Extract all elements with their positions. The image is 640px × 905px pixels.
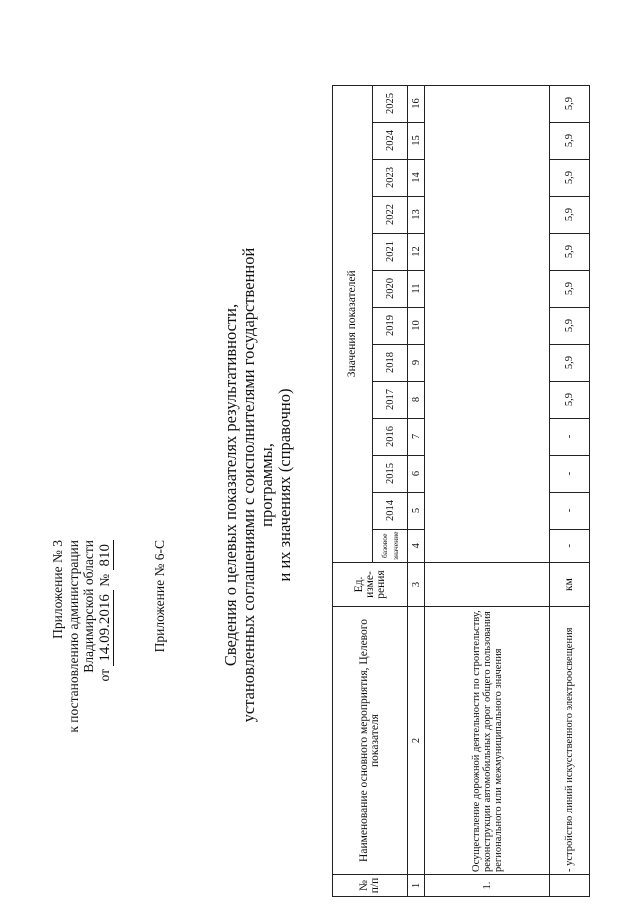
row-1-no: 1.	[425, 875, 550, 897]
col-header-year: 2018	[373, 344, 408, 381]
decree-date: 14.09.2016	[97, 590, 114, 666]
column-number-cell: 11	[408, 270, 425, 307]
row-2-no	[550, 875, 590, 897]
column-number-cell: 7	[408, 418, 425, 455]
header-row-1	[333, 85, 373, 896]
row-2-value: 5,9	[550, 85, 590, 122]
column-number-cell: 1	[408, 875, 425, 897]
title-line-2: установленных соглашениями с соисполнителями государственной программы,	[239, 247, 276, 723]
title-line-1: Сведения о целевых показателях результативности,	[221, 303, 240, 667]
col-header-year: 2023	[373, 159, 408, 196]
row-1-values	[425, 85, 550, 562]
row-2-value: -	[550, 529, 590, 562]
row-2-value: 5,9	[550, 159, 590, 196]
appendix-line-1: Приложение № 3	[50, 540, 65, 639]
row-2-value: 5,9	[550, 270, 590, 307]
col-header-base: базовое значение	[373, 529, 408, 562]
row-2-value: -	[550, 492, 590, 529]
row-2-unit: км	[550, 563, 590, 607]
column-number-cell: 2	[408, 607, 425, 875]
column-number-cell: 5	[408, 492, 425, 529]
column-number-cell: 3	[408, 563, 425, 607]
row-2-value: -	[550, 418, 590, 455]
table-row	[425, 85, 550, 896]
decree-date-line	[97, 540, 114, 770]
column-number-cell: 6	[408, 455, 425, 492]
col-header-year: 2014	[373, 492, 408, 529]
col-header-year: 2017	[373, 381, 408, 418]
row-1-unit	[425, 563, 550, 607]
row-2-value: 5,9	[550, 196, 590, 233]
column-number-cell: 14	[408, 159, 425, 196]
col-header-year: 2024	[373, 122, 408, 159]
column-number-cell: 12	[408, 233, 425, 270]
column-number-cell: 8	[408, 381, 425, 418]
column-number-cell: 16	[408, 85, 425, 122]
appendix-line-2: к постановлению администрации	[65, 540, 81, 733]
col-header-year: 2020	[373, 270, 408, 307]
column-number-cell: 4	[408, 529, 425, 562]
row-2-value: 5,9	[550, 122, 590, 159]
row-2-value: 5,9	[550, 381, 590, 418]
col-header-year: 2022	[373, 196, 408, 233]
appendix-sub: Приложение № 6-С	[152, 540, 167, 653]
appendix-line-3: Владимирской области	[81, 540, 96, 673]
appendix-block	[50, 540, 113, 770]
col-header-name: Наименование основного мероприятия, Целевого показателя	[333, 607, 408, 875]
col-header-year: 2016	[373, 418, 408, 455]
col-header-year: 2019	[373, 307, 408, 344]
title-line-3: и их значениях (справочно)	[275, 388, 294, 582]
indicators-table	[332, 85, 590, 897]
col-header-year: 2015	[373, 455, 408, 492]
row-2-value: 5,9	[550, 233, 590, 270]
col-header-no: № п/п	[333, 875, 408, 897]
column-number-cell: 13	[408, 196, 425, 233]
document-title	[222, 225, 294, 745]
table-row	[550, 85, 590, 896]
number-prefix: №	[96, 573, 112, 587]
column-number-cell: 10	[408, 307, 425, 344]
column-number-cell: 9	[408, 344, 425, 381]
row-1-name: Осуществление дорожной деятельности по строительству, реконструкции автомобильных дорог общего пользования регионального или межмуниципального значения	[425, 607, 550, 875]
values-group-header: Значения показателей	[333, 85, 373, 562]
col-header-unit: Ед. изме-рения	[333, 563, 408, 607]
row-2-value: 5,9	[550, 307, 590, 344]
column-numbers-row	[408, 85, 425, 896]
row-2-value: 5,9	[550, 344, 590, 381]
col-header-year: 2021	[373, 233, 408, 270]
row-2-value: -	[550, 455, 590, 492]
column-number-cell: 15	[408, 122, 425, 159]
date-prefix: от	[96, 669, 112, 682]
row-2-name: - устройство линий искусственного электроосвещения	[550, 607, 590, 875]
decree-number: 810	[97, 540, 114, 571]
col-header-year: 2025	[373, 85, 408, 122]
